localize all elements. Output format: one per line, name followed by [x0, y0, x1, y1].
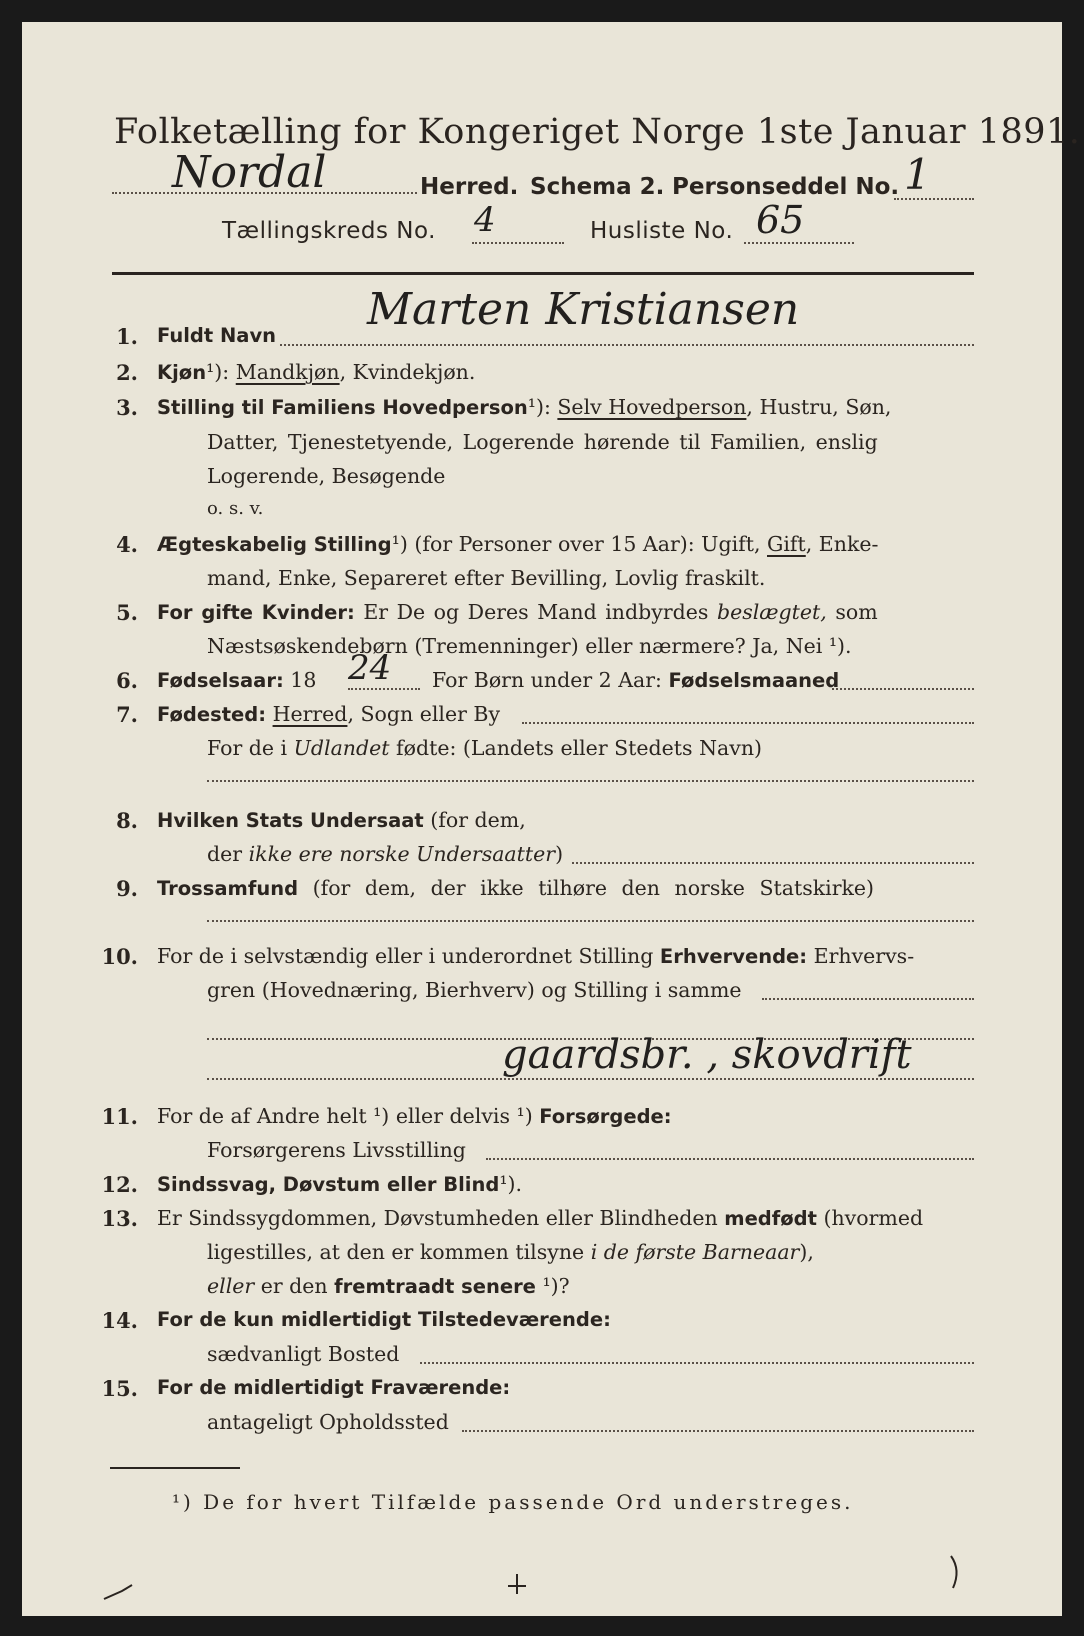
- medfodt-line3: [207, 1274, 570, 1298]
- fodested-options: , Sogn eller By: [347, 702, 501, 726]
- herred-label: Herred.: [420, 174, 519, 200]
- footnote-marker: ¹):: [527, 395, 551, 419]
- erhverv-end: Erhvervs-: [813, 944, 915, 968]
- opholdssted-line: [462, 1430, 974, 1432]
- medfodt-line3-text: er den: [260, 1274, 328, 1298]
- field-number: 15.: [101, 1376, 138, 1401]
- bosted-line: [420, 1362, 974, 1364]
- erhverv-text: For de i selvstændig eller i underordnet Stilling: [157, 944, 654, 968]
- erhverv-line-c: [207, 1078, 974, 1080]
- undersaat-line2: [207, 842, 563, 866]
- field-label-forsorgede: Forsørgede:: [539, 1105, 672, 1128]
- field-fodselsaar: [157, 668, 316, 692]
- medfodt-line2: [207, 1240, 814, 1264]
- husliste-label: Husliste No.: [590, 218, 734, 244]
- medfodt-line2-punct: ),: [799, 1240, 814, 1264]
- field-number: 2.: [116, 360, 138, 385]
- ink-mark: [102, 1577, 142, 1607]
- form-title: Folketælling for Kongeriget Norge 1ste Januar 1891.: [114, 112, 1081, 152]
- husliste-value: 65: [756, 198, 805, 242]
- ink-mark: [947, 1552, 967, 1592]
- forsorgede-line: [486, 1158, 974, 1160]
- bosted-label: sædvanligt Bosted: [207, 1342, 400, 1366]
- field-label-senere: fremtraadt senere: [334, 1275, 536, 1298]
- field-trossamfund: [157, 876, 874, 900]
- medfodt-line2-text: ligestilles, at den er kommen tilsyne: [207, 1240, 585, 1264]
- udland-line: [207, 780, 974, 782]
- field-label-erhvervende: Erhvervende:: [659, 945, 808, 968]
- field-kjon: [157, 360, 475, 384]
- fodested-line2: [207, 736, 762, 760]
- field-label-fuldt-navn: Fuldt Navn: [157, 324, 277, 347]
- forsorgede-text: For de af Andre helt ¹) eller delvis ¹): [157, 1104, 533, 1128]
- medfodt-eller: eller: [207, 1274, 255, 1298]
- fodselsmaaned-group: [432, 668, 839, 692]
- medfodt-line2-italic: i de første Barneaar: [590, 1240, 800, 1264]
- field-label-fodselsaar: Fødselsaar:: [157, 669, 284, 692]
- forsorgede-line2: Forsørgerens Livsstilling: [207, 1138, 466, 1162]
- field-fodested: [157, 702, 500, 726]
- footnote-marker: ¹).: [499, 1172, 523, 1196]
- medfodt-text: Er Sindssygdommen, Døvstumheden eller Blindheden: [157, 1206, 718, 1230]
- field-number: 5.: [116, 600, 138, 625]
- footnote-marker: ¹):: [206, 360, 230, 384]
- field-number: 7.: [116, 702, 138, 727]
- field-number: 11.: [101, 1104, 138, 1129]
- field-number: 3.: [116, 395, 138, 420]
- stilling-options-line2: Datter, Tjenestetyende, Logerende hørende til Familien, enslig: [207, 430, 878, 454]
- gifte-kvinder-end: som: [835, 600, 878, 624]
- field-gifte-kvinder: [157, 600, 878, 624]
- field-medfodt: [157, 1206, 923, 1230]
- erhverv-line2: gren (Hovednæring, Bierhverv) og Stilling i samme: [207, 978, 742, 1002]
- schema-label: Schema 2.: [530, 174, 665, 200]
- udland-text-a: For de i: [207, 736, 288, 760]
- fuldt-navn-line: [280, 344, 974, 346]
- field-label-stilling: Stilling til Familiens Hovedperson: [157, 396, 528, 419]
- gifte-kvinder-line2: Næstsøskendebørn (Tremenninger) eller nærmere? Ja, Nei ¹).: [207, 634, 852, 658]
- option-gift-selected: Gift: [767, 532, 806, 556]
- field-number: 8.: [116, 808, 138, 833]
- field-label-tilstedevaerende: For de kun midlertidigt Tilstedeværende:: [157, 1308, 611, 1331]
- field-number: 13.: [101, 1206, 138, 1231]
- footnote: ¹) De for hvert Tilfælde passende Ord understreges.: [172, 1490, 854, 1514]
- fodselsaar-prefix: 18: [290, 668, 317, 692]
- field-number: 14.: [101, 1308, 138, 1333]
- personseddel-value: 1: [904, 150, 931, 199]
- fodselsaar-line: [348, 688, 420, 690]
- field-label-undersaat: Hvilken Stats Undersaat: [157, 809, 424, 832]
- undersaat-paren: ): [555, 842, 564, 866]
- medfodt-end: (hvormed: [823, 1206, 924, 1230]
- udland-text-b: fødte: (Landets eller Stedets Navn): [396, 736, 763, 760]
- undersaat-line: [572, 862, 974, 864]
- kreds-value: 4: [474, 200, 496, 240]
- husliste-field-line: [744, 242, 854, 244]
- kreds-field-line: [472, 242, 564, 244]
- field-number: 1.: [116, 324, 138, 349]
- undersaat-italic: ikke ere norske Undersaatter: [248, 842, 556, 866]
- stilling-options: , Hustru, Søn,: [746, 395, 892, 419]
- field-label-fravaerende: For de midlertidigt Fraværende:: [157, 1376, 511, 1399]
- option-mandkjon-selected: Mandkjøn: [235, 360, 340, 384]
- option-herred-selected: Herred: [272, 702, 348, 726]
- field-stilling: [157, 395, 891, 419]
- field-label-kjon: Kjøn: [157, 361, 207, 384]
- aegteskab-line2: mand, Enke, Separeret efter Bevilling, Lovlig fraskilt.: [207, 566, 766, 590]
- fodselsmaaned-text: For Børn under 2 Aar:: [432, 668, 662, 692]
- field-number: 9.: [116, 876, 138, 901]
- trossamfund-line: [207, 920, 974, 922]
- footnote-marker: ¹)?: [542, 1274, 570, 1298]
- header-divider: [112, 272, 974, 275]
- aegteskab-text: (for Personer over 15 Aar): Ugift,: [414, 532, 761, 556]
- stilling-osv: o. s. v.: [207, 498, 264, 519]
- option-selv-hovedperson-selected: Selv Hovedperson: [557, 395, 747, 419]
- field-label-trossamfund: Trossamfund: [157, 877, 299, 900]
- gifte-kvinder-text: Er De og Deres Mand indbyrdes: [363, 600, 709, 624]
- stilling-options-line3: Logerende, Besøgende: [207, 464, 446, 488]
- fodselsaar-value: 24: [348, 648, 392, 688]
- field-erhverv: [157, 944, 914, 968]
- trossamfund-text: (for dem, der ikke tilhøre den norske Statskirke): [312, 876, 875, 900]
- undersaat-der: der: [207, 842, 243, 866]
- fodested-line: [522, 722, 974, 724]
- personseddel-label: Personseddel No.: [672, 174, 900, 200]
- field-aegteskab: [157, 532, 878, 556]
- field-label-aegteskab: Ægteskabelig Stilling: [157, 533, 392, 556]
- footnote-divider: [110, 1467, 240, 1469]
- fodselsmaaned-line: [832, 688, 974, 690]
- field-undersaat: [157, 808, 526, 832]
- field-sindssvag: [157, 1172, 522, 1196]
- herred-value: Nordal: [172, 147, 327, 198]
- field-label-sindssvag: Sindssvag, Døvstum eller Blind: [157, 1173, 500, 1196]
- gifte-kvinder-italic: beslægtet,: [716, 600, 827, 624]
- fuldt-navn-value: Marten Kristiansen: [367, 284, 800, 335]
- field-forsorgede: [157, 1104, 672, 1128]
- udland-italic: Udlandet: [293, 736, 390, 760]
- field-number: 10.: [101, 944, 138, 969]
- field-label-fodested: Fødested:: [157, 703, 267, 726]
- ink-mark: [502, 1570, 532, 1600]
- erhverv-line-a: [762, 998, 974, 1000]
- field-number: 12.: [101, 1172, 138, 1197]
- field-number: 4.: [116, 532, 138, 557]
- footnote-marker: ¹): [391, 532, 408, 556]
- field-label-medfodt: medfødt: [724, 1207, 817, 1230]
- census-form-page: [22, 22, 1081, 1616]
- field-label-gifte-kvinder: For gifte Kvinder:: [157, 601, 355, 624]
- undersaat-text: (for dem,: [430, 808, 526, 832]
- field-label-fodselsmaaned: Fødselsmaaned: [668, 669, 840, 692]
- field-number: 6.: [116, 668, 138, 693]
- erhverv-value: gaardsbr. , skovdrift: [502, 1032, 912, 1078]
- option-kvindekjon: , Kvindekjøn.: [339, 360, 476, 384]
- kreds-label: Tællingskreds No.: [222, 218, 436, 244]
- opholdssted-label: antageligt Opholdssted: [207, 1410, 449, 1434]
- aegteskab-options: , Enke-: [805, 532, 879, 556]
